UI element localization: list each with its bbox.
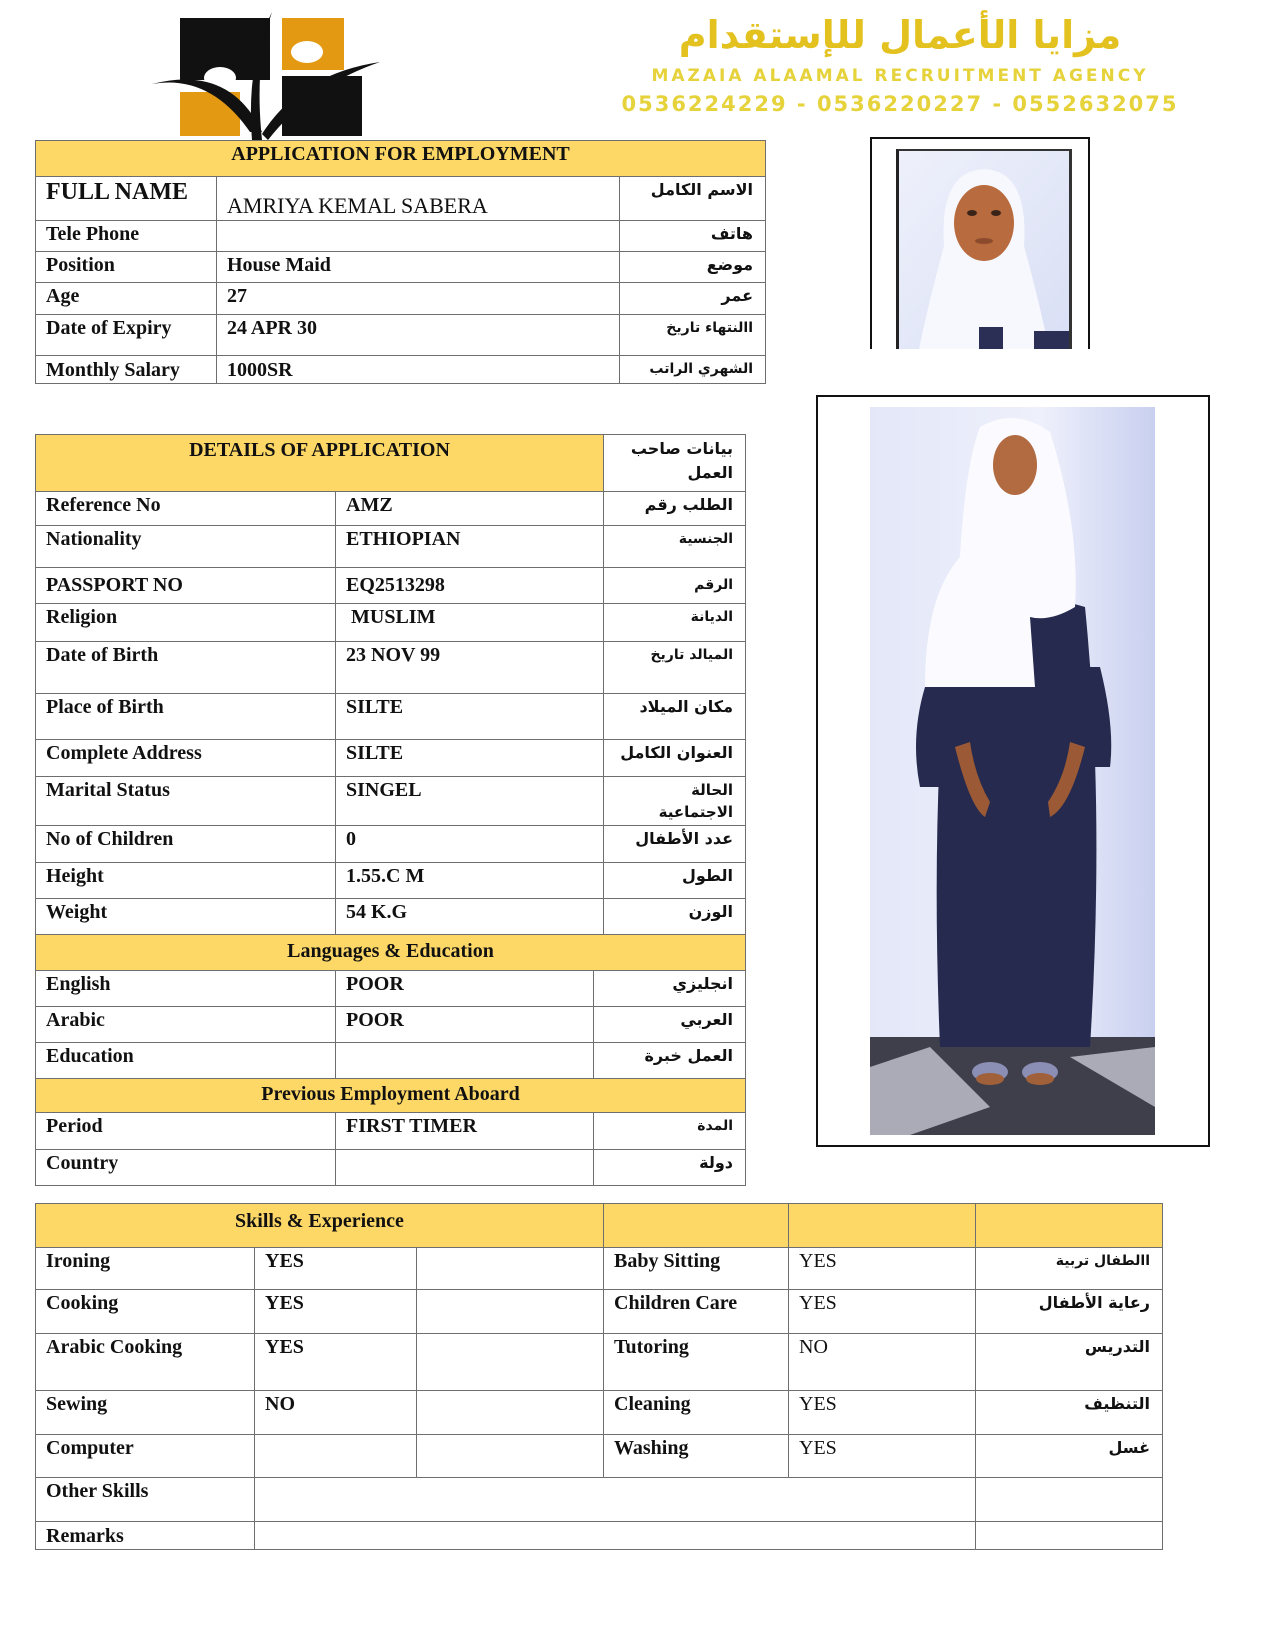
skill-label: Computer (36, 1435, 255, 1478)
language-label: Arabic (36, 1007, 336, 1043)
passport-value: EQ2513298 (336, 568, 604, 604)
table-row (36, 283, 766, 315)
agency-phones: 0536224229 - 0536220227 - 0552632075 (621, 92, 1179, 116)
skill-value: YES (789, 1248, 976, 1290)
language-label: English (36, 971, 336, 1007)
field-label-arabic: الاسم الكامل (620, 177, 766, 221)
skills-header-cell (604, 1204, 789, 1248)
skill-extra (417, 1248, 604, 1290)
table-row (36, 252, 766, 283)
remarks-label: Remarks (36, 1522, 255, 1550)
field-label-arabic: هاتف (620, 221, 766, 252)
agency-logo-icon (150, 4, 410, 140)
field-label: PASSPORT NO (36, 568, 336, 604)
education-value (336, 1043, 594, 1079)
field-label: Date of Expiry (36, 315, 217, 356)
table-row (36, 568, 746, 604)
table-row (36, 356, 766, 384)
weight-value: 54 K.G (336, 899, 604, 935)
skill-label: Tutoring (604, 1334, 789, 1391)
skill-extra (417, 1391, 604, 1435)
telephone-value (217, 221, 620, 252)
skill-label: Cleaning (604, 1391, 789, 1435)
table-row (36, 740, 746, 777)
table-row (36, 1290, 1163, 1334)
field-label: Monthly Salary (36, 356, 217, 384)
table-row (36, 694, 746, 740)
field-label: Marital Status (36, 777, 336, 826)
skill-extra (417, 1290, 604, 1334)
arabic-level: POOR (336, 1007, 594, 1043)
field-label-arabic: مكان الميلاد (604, 694, 746, 740)
table-row (36, 1113, 746, 1150)
field-label: Height (36, 863, 336, 899)
field-label-arabic: الجنسية (604, 526, 746, 568)
field-label: FULL NAME (36, 177, 217, 221)
expiry-value: 24 APR 30 (217, 315, 620, 356)
portrait-icon (899, 151, 1069, 349)
skill-label-arabic: غسل (976, 1435, 1163, 1478)
table-row (36, 1478, 1163, 1522)
field-label: Position (36, 252, 217, 283)
table-row (36, 221, 766, 252)
table-row (36, 1007, 746, 1043)
agency-name-english: MAZAIA ALAAMAL RECRUITMENT AGENCY (651, 66, 1149, 86)
field-label: Reference No (36, 492, 336, 526)
field-label: Nationality (36, 526, 336, 568)
table-row (36, 1150, 746, 1186)
agency-logo (150, 4, 410, 140)
full-body-icon (870, 407, 1155, 1135)
age-value: 27 (217, 283, 620, 315)
skill-label-arabic: التدريس (976, 1334, 1163, 1391)
field-label-arabic: عدد الأطفال (604, 826, 746, 863)
religion-value: MUSLIM (336, 604, 604, 642)
skill-label: Children Care (604, 1290, 789, 1334)
field-label-arabic: انجليزي (594, 971, 746, 1007)
skills-table (35, 1203, 1163, 1550)
full-name-value: AMRIYA KEMAL SABERA (217, 177, 620, 221)
field-label-arabic: المدة (594, 1113, 746, 1150)
languages-title: Languages & Education (36, 935, 746, 971)
remarks-extra (976, 1522, 1163, 1550)
skill-value: YES (255, 1248, 417, 1290)
table-row (36, 315, 766, 356)
details-title-arabic: بيانات صاحب العمل (604, 435, 746, 492)
agency-brand (555, 10, 1245, 116)
table-row (36, 1043, 746, 1079)
skill-value: YES (789, 1290, 976, 1334)
skills-header-cell (976, 1204, 1163, 1248)
skill-value: YES (255, 1334, 417, 1391)
field-label-arabic: العمل خبرة (594, 1043, 746, 1079)
full-body-photo-image (870, 407, 1155, 1135)
skills-title: Skills & Experience (36, 1204, 604, 1248)
field-label-arabic: موضع (620, 252, 766, 283)
table-row (36, 1522, 1163, 1550)
other-skills-extra (976, 1478, 1163, 1522)
field-label-arabic: الميالد تاريخ (604, 642, 746, 694)
table-row (36, 177, 766, 221)
skill-label-arabic: التنظيف (976, 1391, 1163, 1435)
table-row (36, 826, 746, 863)
marital-status-value: SINGEL (336, 777, 604, 826)
other-skills-value (255, 1478, 976, 1522)
field-label: Weight (36, 899, 336, 935)
field-label-arabic: عمر (620, 283, 766, 315)
details-table (35, 434, 746, 1186)
field-label: Religion (36, 604, 336, 642)
children-value: 0 (336, 826, 604, 863)
table-row (36, 604, 746, 642)
field-label-arabic: العنوان الكامل (604, 740, 746, 777)
english-level: POOR (336, 971, 594, 1007)
field-label-arabic: الطلب رقم (604, 492, 746, 526)
other-skills-label: Other Skills (36, 1478, 255, 1522)
agency-name-arabic: مزايا الأعمال للإستقدام (678, 13, 1122, 57)
dob-value: 23 NOV 99 (336, 642, 604, 694)
field-label-arabic: دولة (594, 1150, 746, 1186)
skill-value: YES (255, 1290, 417, 1334)
field-label-arabic: الديانة (604, 604, 746, 642)
skill-value: NO (789, 1334, 976, 1391)
skill-label-arabic: رعاية الأطفال (976, 1290, 1163, 1334)
table-row (36, 1248, 1163, 1290)
employment-title: Previous Employment Aboard (36, 1079, 746, 1113)
skill-label: Washing (604, 1435, 789, 1478)
table-row (36, 971, 746, 1007)
table-row (36, 526, 746, 568)
full-body-photo (816, 395, 1210, 1147)
table-row (36, 777, 746, 826)
field-label-arabic: الحالة الاجتماعية (604, 777, 746, 826)
field-label-arabic: الوزن (604, 899, 746, 935)
salary-value: 1000SR (217, 356, 620, 384)
employment-label: Country (36, 1150, 336, 1186)
field-label-arabic: الشهري الراتب (620, 356, 766, 384)
application-table (35, 140, 766, 384)
field-label: Place of Birth (36, 694, 336, 740)
height-value: 1.55.C M (336, 863, 604, 899)
skills-header-cell (789, 1204, 976, 1248)
field-label-arabic: العربي (594, 1007, 746, 1043)
language-label: Education (36, 1043, 336, 1079)
table-row (36, 1391, 1163, 1435)
passport-photo-image (896, 149, 1072, 349)
reference-value: AMZ (336, 492, 604, 526)
skill-value: YES (789, 1391, 976, 1435)
position-value: House Maid (217, 252, 620, 283)
field-label-arabic: االنتهاء تاريخ (620, 315, 766, 356)
skill-label: Arabic Cooking (36, 1334, 255, 1391)
details-title: DETAILS OF APPLICATION (36, 435, 604, 492)
skill-value: YES (789, 1435, 976, 1478)
remarks-value (255, 1522, 976, 1550)
skill-label: Ironing (36, 1248, 255, 1290)
skill-label: Baby Sitting (604, 1248, 789, 1290)
passport-photo (870, 137, 1090, 349)
employment-label: Period (36, 1113, 336, 1150)
field-label: Age (36, 283, 217, 315)
skill-value (255, 1435, 417, 1478)
address-value: SILTE (336, 740, 604, 777)
field-label-arabic: الرقم (604, 568, 746, 604)
skill-label: Sewing (36, 1391, 255, 1435)
skill-extra (417, 1334, 604, 1391)
table-row (36, 642, 746, 694)
skill-extra (417, 1435, 604, 1478)
field-label: Complete Address (36, 740, 336, 777)
table-row (36, 863, 746, 899)
skill-value: NO (255, 1391, 417, 1435)
skill-label: Cooking (36, 1290, 255, 1334)
field-label: Tele Phone (36, 221, 217, 252)
application-title: APPLICATION FOR EMPLOYMENT (36, 141, 766, 177)
table-row (36, 1334, 1163, 1391)
country-value (336, 1150, 594, 1186)
table-row (36, 1435, 1163, 1478)
field-label-arabic: الطول (604, 863, 746, 899)
field-label: Date of Birth (36, 642, 336, 694)
place-of-birth-value: SILTE (336, 694, 604, 740)
nationality-value: ETHIOPIAN (336, 526, 604, 568)
table-row (36, 899, 746, 935)
field-label: No of Children (36, 826, 336, 863)
skill-label-arabic: االطفال تربية (976, 1248, 1163, 1290)
table-row (36, 492, 746, 526)
period-value: FIRST TIMER (336, 1113, 594, 1150)
